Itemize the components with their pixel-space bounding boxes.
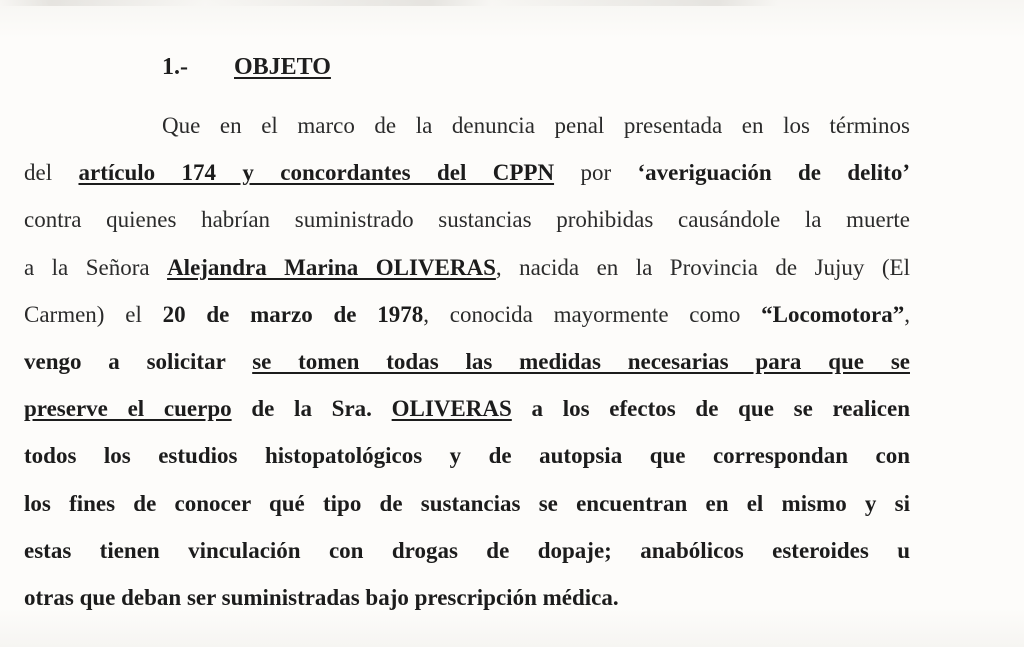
underlined-text-run: se tomen todas las medidas necesarias para que se xyxy=(252,348,910,374)
body-paragraph xyxy=(24,102,910,621)
text-run: por xyxy=(554,160,638,186)
paragraph-line xyxy=(24,102,910,149)
paragraph-line xyxy=(24,338,910,385)
bold-text-run: 20 de marzo de 1978 xyxy=(162,301,424,327)
bold-text-run: estas tienen vinculación con drogas de dopaje; anabólicos esteroides u xyxy=(24,537,910,563)
bold-text-run: vengo a solicitar xyxy=(24,348,253,374)
paragraph-line xyxy=(24,574,910,621)
paragraph-line xyxy=(24,196,910,243)
bold-text-run: ‘averiguación de delito’ xyxy=(637,160,910,186)
paragraph-line xyxy=(24,385,910,432)
paragraph-line xyxy=(24,291,910,338)
bold-text-run: “Locomotora” xyxy=(761,301,905,327)
paragraph-line xyxy=(24,432,910,479)
bold-text-run: de la Sra. xyxy=(231,396,392,422)
text-run: , conocida mayormente como xyxy=(423,301,762,327)
text-run: del xyxy=(24,160,79,186)
section-title: OBJETO xyxy=(234,54,331,80)
paragraph-line xyxy=(24,149,910,196)
underlined-text-run: OLIVERAS xyxy=(391,396,512,422)
previous-line-fragment xyxy=(0,0,1024,6)
text-run: , xyxy=(904,301,910,327)
underlined-text-run: Alejandra Marina OLIVERAS xyxy=(167,254,496,280)
text-run: Carmen) el xyxy=(24,301,163,327)
paragraph-line xyxy=(24,480,910,527)
paragraph-line xyxy=(24,527,910,574)
text-run: Que en el marco de la denuncia penal presentada en los términos xyxy=(162,113,910,138)
text-run: , nacida en la Provincia de Jujuy (El xyxy=(495,254,910,280)
underlined-text-run: artículo 174 y concordantes del CPPN xyxy=(78,160,555,186)
text-run: a la Señora xyxy=(24,254,168,280)
bold-text-run: otras que deban ser suministradas bajo prescripción médica. xyxy=(24,584,619,610)
section-heading xyxy=(162,54,331,81)
bold-text-run: los fines de conocer qué tipo de sustancias se encuentran en el mismo y si xyxy=(24,490,910,516)
text-run: contra quienes habrían suministrado sustancias prohibidas causándole la muerte xyxy=(24,207,910,233)
underlined-text-run: preserve el cuerpo xyxy=(24,396,232,422)
bold-text-run: todos los estudios histopatológicos y de autopsia que correspondan con xyxy=(24,443,910,469)
bold-text-run: a los efectos de que se realicen xyxy=(511,396,910,422)
section-number: 1.- xyxy=(162,54,188,80)
paragraph-line xyxy=(24,244,910,291)
